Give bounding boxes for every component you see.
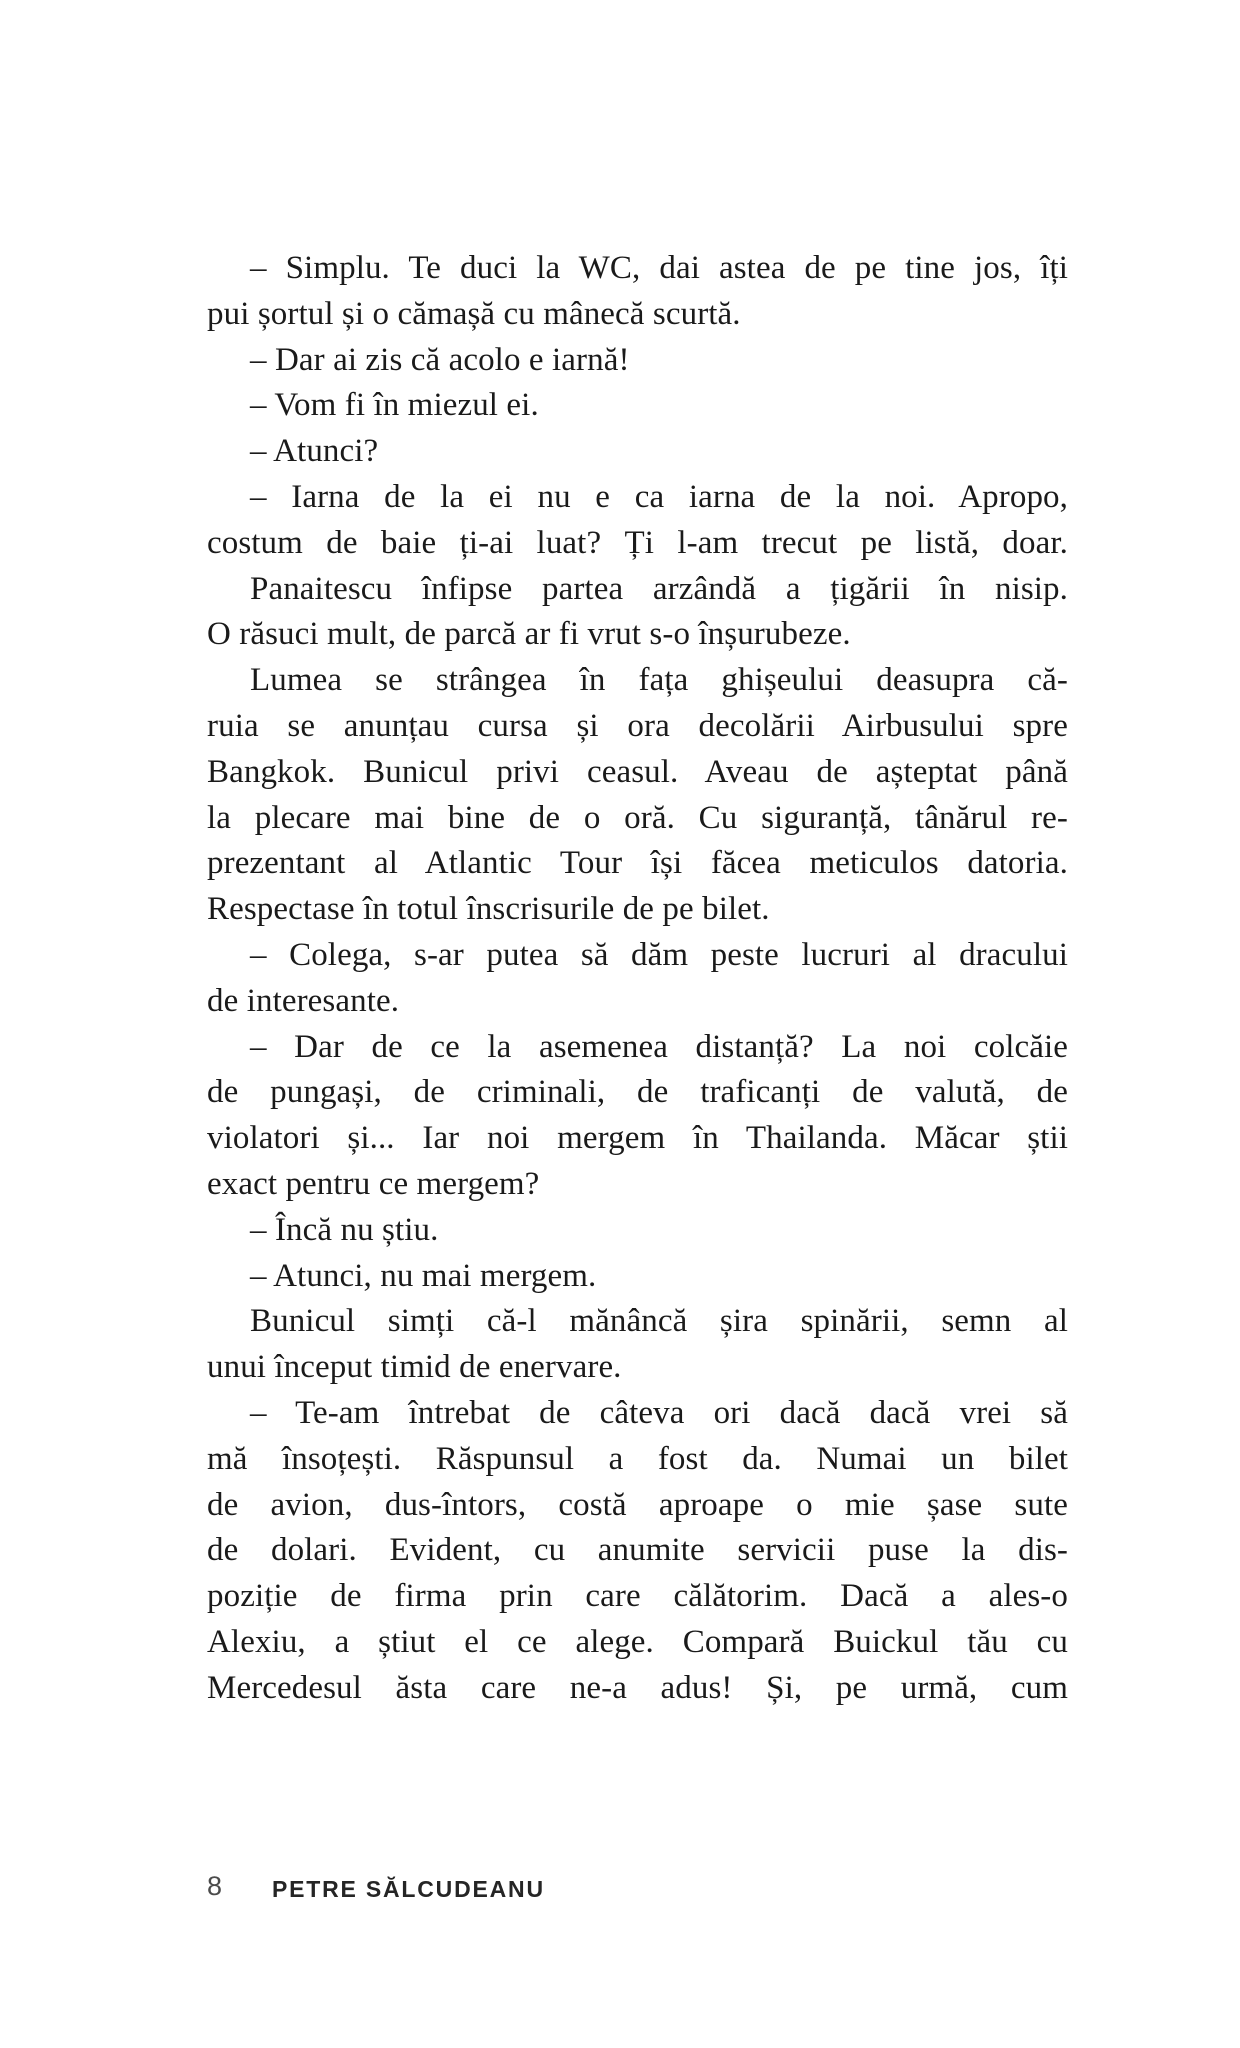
paragraph [207, 1208, 1068, 1254]
text-line: Bangkok. Bunicul privi ceasul. Aveau de așteptat până [207, 753, 1068, 790]
text-line: mă însoțești. Răspunsul a fost da. Numai un bilet [207, 1440, 1068, 1477]
text-line: Alexiu, a știut el ce alege. Compară Buickul tău cu [207, 1623, 1068, 1660]
body-text [207, 246, 1068, 1712]
paragraph [207, 1299, 1068, 1391]
paragraph [207, 1391, 1068, 1712]
text-line: Lumea se strângea în fața ghișeului deasupra că- [250, 662, 1068, 699]
paragraph [207, 338, 1068, 384]
text-line: costum de baie ți-ai luat? Ți l-am trecut pe listă, doar. [207, 524, 1068, 561]
text-line: la plecare mai bine de o oră. Cu siguranță, tânărul re- [207, 799, 1068, 836]
text-line: exact pentru ce mergem? [207, 1165, 540, 1202]
text-line: poziție de firma prin care călătorim. Dacă a ales-o [207, 1578, 1068, 1615]
text-line: ruia se anunțau cursa și ora decolării Airbusului spre [207, 707, 1068, 744]
author-running-footer: PETRE SĂLCUDEANU [272, 1876, 545, 1902]
text-line: Respectase în totul înscrisurile de pe bilet. [207, 891, 770, 928]
text-line: pui șortul și o cămașă cu mânecă scurtă. [207, 295, 741, 332]
text-line: – Dar de ce la asemenea distanță? La noi colcăie [250, 1028, 1068, 1065]
paragraph [207, 383, 1068, 429]
paragraph [207, 429, 1068, 475]
text-line: de pungași, de criminali, de traficanți de valută, de [207, 1074, 1068, 1111]
text-line: – Colega, s-ar putea să dăm peste lucruri al dracului [250, 936, 1068, 973]
text-line: prezentant al Atlantic Tour își făcea meticulos datoria. [207, 845, 1068, 882]
text-line: Bunicul simți că-l mănâncă șira spinării, semn al [250, 1303, 1068, 1340]
text-line: – Dar ai zis că acolo e iarnă! [250, 341, 630, 378]
paragraph [207, 1254, 1068, 1300]
paragraph [207, 475, 1068, 567]
text-line: – Atunci? [250, 433, 379, 470]
page-number: 8 [207, 1871, 223, 1901]
text-line: – Simplu. Te duci la WC, dai astea de pe tine jos, îți [250, 250, 1068, 286]
text-line: – Iarna de la ei nu e ca iarna de la noi. Apropo, [250, 478, 1068, 515]
paragraph [207, 1025, 1068, 1208]
text-line: – Atunci, nu mai mergem. [250, 1257, 597, 1294]
paragraph [207, 567, 1068, 659]
text-line: de avion, dus-întors, costă aproape o mie șase sute [207, 1486, 1068, 1523]
text-line: Mercedesul ăsta care ne-a adus! Și, pe urmă, cum [207, 1669, 1068, 1706]
paragraph [207, 658, 1068, 933]
text-line: violatori și... Iar noi mergem în Thailanda. Măcar știi [207, 1120, 1068, 1157]
text-line: – Vom fi în miezul ei. [250, 387, 539, 424]
text-line: – Te-am întrebat de câteva ori dacă dacă vrei să [250, 1394, 1068, 1431]
text-line: unui început timid de enervare. [207, 1349, 622, 1386]
text-line: O răsuci mult, de parcă ar fi vrut s-o înșurubeze. [207, 616, 851, 653]
text-line: de interesante. [207, 982, 400, 1019]
text-line: Panaitescu înfipse partea arzândă a țigării în nisip. [250, 570, 1068, 607]
paragraph [207, 246, 1068, 338]
text-line: de dolari. Evident, cu anumite servicii puse la dis- [207, 1532, 1068, 1569]
text-line: – Încă nu știu. [250, 1211, 439, 1248]
paragraph [207, 933, 1068, 1025]
